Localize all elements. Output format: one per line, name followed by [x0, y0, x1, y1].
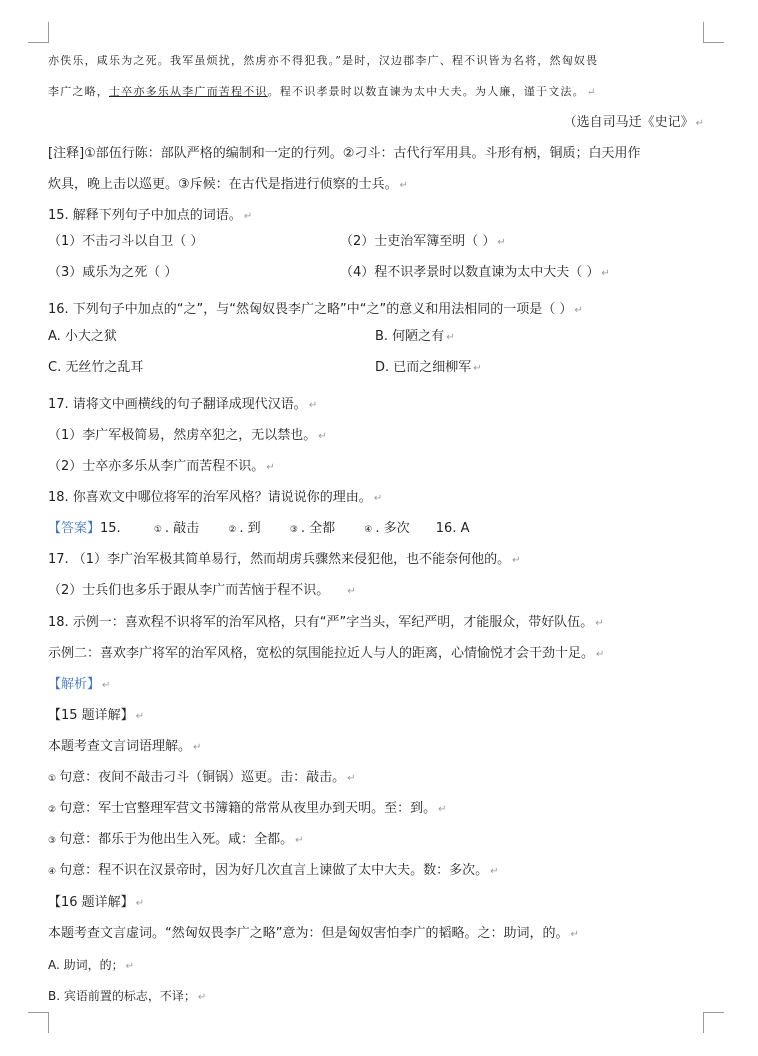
- paragraph-mark: ↵: [601, 268, 610, 279]
- q16-text: 16. 下列句子中加点的“之”，与“然匈奴畏李广之略”中“之”的意义和用法相同的一项是（ ）: [48, 302, 573, 317]
- paragraph-mark: ↵: [574, 305, 583, 316]
- detail-15-item-3: [48, 831, 303, 850]
- q16-option-d-text: D. 已而之细柳军: [375, 360, 472, 375]
- paragraph-mark: ↵: [243, 211, 253, 222]
- detail-15-item-4: [48, 862, 498, 881]
- note-text: 炊具，晚上击以巡更。③斥候：在古代是指进行侦察的士兵。: [48, 177, 398, 192]
- detail-15-item-2-text: 句意：军士官整理军营文书簿籍的常常从夜里办到天明。至：到。: [59, 801, 437, 816]
- q15-item-2: [340, 233, 506, 252]
- paragraph-mark: ↵: [347, 773, 356, 784]
- paragraph-mark: ↵: [399, 180, 409, 191]
- detail-16-option-b: [48, 987, 206, 1007]
- answer-15-label: 15.: [100, 521, 121, 536]
- detail-15-item-4-text: 句意：程不识在汉景帝时，因为好几次直言上谏做了太中大夫。数：多次。: [59, 863, 489, 878]
- detail-16-title: 【16 题详解】: [48, 895, 134, 910]
- paragraph-mark: ↵: [695, 118, 704, 129]
- detail-15-item-3-text: 句意：都乐于为他出生入死。咸：全都。: [59, 832, 294, 847]
- answer-18-1: [48, 614, 604, 633]
- question-18: [48, 489, 382, 508]
- paragraph-mark: ↵: [318, 431, 327, 442]
- q17-item-2-text: （2）士卒亦多乐从李广而苦程不识。: [48, 459, 265, 474]
- answer-17-2: [48, 582, 356, 601]
- detail-16-intro-text: 本题考查文言虚词。“然匈奴畏李广之略”意为：但是匈奴害怕李广的韬略。之：助词，的。: [48, 926, 569, 941]
- paragraph-mark: ↵: [266, 462, 275, 473]
- detail-15-item-1: [48, 769, 355, 788]
- detail-15-intro: [48, 738, 201, 757]
- source-text: （选自司马迁《史记》: [563, 115, 694, 130]
- answer-17-1-text: 17. （1）李广治军极其简单易行，然而胡虏兵骤然来侵犯他，也不能奈何他的。: [48, 552, 511, 567]
- paragraph-mark: ↵: [512, 555, 521, 566]
- note-line-1: [注释]①部伍行陈：部队严格的编制和一定的行列。②刁斗：古代行军用具。斗形有柄，铜质；白天用作: [48, 146, 641, 161]
- q17-item-2: [48, 458, 275, 477]
- q16-option-d: [375, 359, 482, 378]
- detail-15-title: 【15 题详解】: [48, 708, 134, 723]
- q15-item-1: （1）不击刁斗以自卫（ ）: [48, 234, 204, 249]
- q15-item-4: [340, 264, 610, 283]
- underlined-sentence: 士卒亦多乐从李广而苦程不识: [109, 85, 268, 98]
- answer-15-1: . 敲击: [164, 521, 200, 536]
- paragraph-mark: ↵: [497, 237, 506, 248]
- answer-18-2-text: 示例二：喜欢李广将军的治军风格，宽松的氛围能拉近人与人的距离，心情愉悦才会干劲十足。: [48, 646, 595, 661]
- detail-16-heading: [48, 894, 144, 913]
- analysis-label: [48, 676, 110, 695]
- crop-mark-bottom-right: [703, 1012, 724, 1033]
- paragraph-mark: ↵: [135, 898, 145, 909]
- passage-line-2: [48, 83, 596, 102]
- paragraph-mark: ↵: [570, 929, 579, 940]
- q15-item-3: （3）咸乐为之死（ ）: [48, 265, 178, 280]
- circle-number-3: ③: [289, 525, 298, 535]
- detail-15-item-1-text: 句意：夜间不敲击刁斗（铜锅）巡更。击：敲击。: [59, 770, 346, 785]
- question-15: [48, 207, 252, 226]
- q17-item-1-text: （1）李广军极简易，然虏卒犯之，无以禁也。: [48, 428, 317, 443]
- crop-mark-top-left: [28, 22, 49, 43]
- note-line-2: [48, 176, 408, 195]
- answer-15-4: . 多次: [375, 521, 410, 536]
- circle-number-4: ④: [48, 867, 57, 877]
- question-17: [48, 396, 317, 415]
- answer-17-2-text: （2）士兵们也多乐于跟从李广而苦恼于程不识。: [48, 583, 330, 598]
- paragraph-mark: ↵: [373, 493, 383, 504]
- q18-text: 18. 你喜欢文中哪位将军的治军风格？请说说你的理由。: [48, 490, 372, 505]
- paragraph-mark: ↵: [596, 649, 605, 660]
- paragraph-mark: ↵: [595, 618, 604, 629]
- q16-option-a: A. 小大之狱: [48, 329, 117, 344]
- detail-16-intro: [48, 925, 579, 944]
- paragraph-mark: ↵: [308, 400, 318, 411]
- q17-text: 17. 请将文中画横线的句子翻译成现代汉语。: [48, 397, 307, 412]
- crop-mark-bottom-left: [28, 1012, 49, 1033]
- passage-line-1: 亦佚乐，咸乐为之死。我军虽烦扰，然虏亦不得犯我。”是时，汉边郡李广、程不识皆为名将，然匈奴畏: [48, 54, 599, 67]
- paragraph-mark: ↵: [102, 680, 111, 691]
- source-citation: [564, 114, 704, 133]
- circle-number-2: ②: [228, 525, 237, 535]
- detail-16-option-a: [48, 956, 134, 976]
- detail-16-option-b-text: B. 宾语前置的标志，不译；: [48, 989, 196, 1003]
- passage-text: 李广之略，: [48, 85, 109, 98]
- paragraph-mark: ↵: [586, 87, 597, 98]
- paragraph-mark: ↵: [295, 835, 304, 846]
- paragraph-mark: ↵: [473, 363, 482, 374]
- answer-18-1-text: 18. 示例一：喜欢程不识将军的治军风格，只有“严”字当头，军纪严明，才能服众，带好队伍。: [48, 615, 594, 630]
- question-16: [48, 301, 583, 320]
- paragraph-mark: ↵: [490, 866, 499, 877]
- paragraph-mark: ↵: [438, 804, 447, 815]
- answer-17-1: [48, 551, 520, 570]
- circle-number-3: ③: [48, 836, 57, 846]
- answer-16: 16. A: [435, 521, 470, 536]
- q17-item-1: [48, 427, 327, 446]
- answer-15-3: . 全都: [300, 521, 336, 536]
- q15-text: 15. 解释下列句子中加点的词语。: [48, 208, 242, 223]
- detail-15-intro-text: 本题考查文言词语理解。: [48, 739, 192, 754]
- paragraph-mark: ↵: [197, 992, 207, 1003]
- circle-number-1: ①: [48, 774, 57, 784]
- detail-15-heading: [48, 707, 144, 726]
- q15-item-2-text: （2）士吏治军簿至明（ ）: [340, 234, 496, 249]
- crop-mark-top-right: [703, 22, 724, 43]
- analysis-heading: 【解析】: [48, 677, 101, 692]
- answer-line: [48, 520, 469, 539]
- paragraph-mark: ↵: [125, 961, 135, 972]
- answer-label: 【答案】: [48, 521, 101, 536]
- q15-item-4-text: （4）程不识孝景时以数直谏为太中大夫（ ）: [340, 265, 600, 280]
- detail-15-item-2: [48, 800, 446, 819]
- circle-number-1: ①: [153, 525, 162, 535]
- answer-15-2: . 到: [239, 521, 261, 536]
- paragraph-mark: ↵: [446, 332, 455, 343]
- circle-number-4: ④: [364, 525, 373, 535]
- paragraph-mark: ↵: [193, 742, 202, 753]
- paragraph-mark: ↵: [135, 711, 145, 722]
- passage-text: 。程不识孝景时以数直谏为太中大夫。为人廉，谨于文法。: [267, 85, 585, 98]
- paragraph-mark: ↵: [347, 586, 356, 597]
- circle-number-2: ②: [48, 805, 57, 815]
- q16-option-b-text: B. 何陋之有: [375, 329, 445, 344]
- q16-option-b: [375, 328, 455, 347]
- answer-18-2: [48, 645, 604, 664]
- detail-16-option-a-text: A. 助词，的；: [48, 958, 124, 972]
- q16-option-c: C. 无丝竹之乱耳: [48, 360, 144, 375]
